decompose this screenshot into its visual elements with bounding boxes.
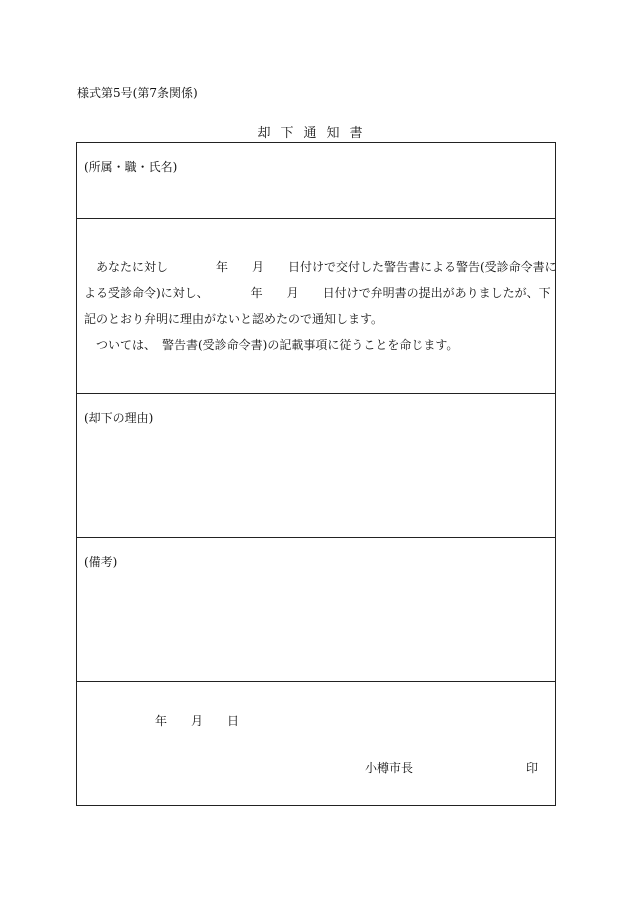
notice-body-section bbox=[77, 219, 555, 394]
remarks-section bbox=[77, 538, 555, 682]
rejection-reason-section bbox=[77, 394, 555, 538]
body-line: 記のとおり弁明に理由がないと認めたので通知します。 bbox=[84, 312, 384, 326]
signature-section bbox=[77, 682, 555, 807]
notice-body bbox=[84, 254, 557, 358]
body-line: あなたに対し 年 月 日付けで交付した警告書による警告(受診命令書に bbox=[84, 260, 557, 274]
affiliation-label: (所属・職・氏名) bbox=[84, 160, 178, 174]
remarks-label: (備考) bbox=[84, 555, 118, 569]
seal-mark: 印 bbox=[526, 761, 539, 775]
document-title: 却下通知書 bbox=[257, 126, 373, 141]
form-table bbox=[76, 142, 556, 806]
mayor-title: 小樽市長 bbox=[365, 761, 414, 775]
body-line: ついては、 警告書(受診命令書)の記載事項に従うことを命じます。 bbox=[84, 338, 459, 352]
body-line: よる受診命令)に対し、 年 月 日付けで弁明書の提出がありましたが、下 bbox=[84, 286, 551, 300]
affiliation-section bbox=[77, 143, 555, 219]
rejection-reason-label: (却下の理由) bbox=[84, 411, 154, 425]
form-number: 様式第5号(第7条関係) bbox=[77, 86, 198, 100]
date-line: 年 月 日 bbox=[155, 714, 240, 728]
